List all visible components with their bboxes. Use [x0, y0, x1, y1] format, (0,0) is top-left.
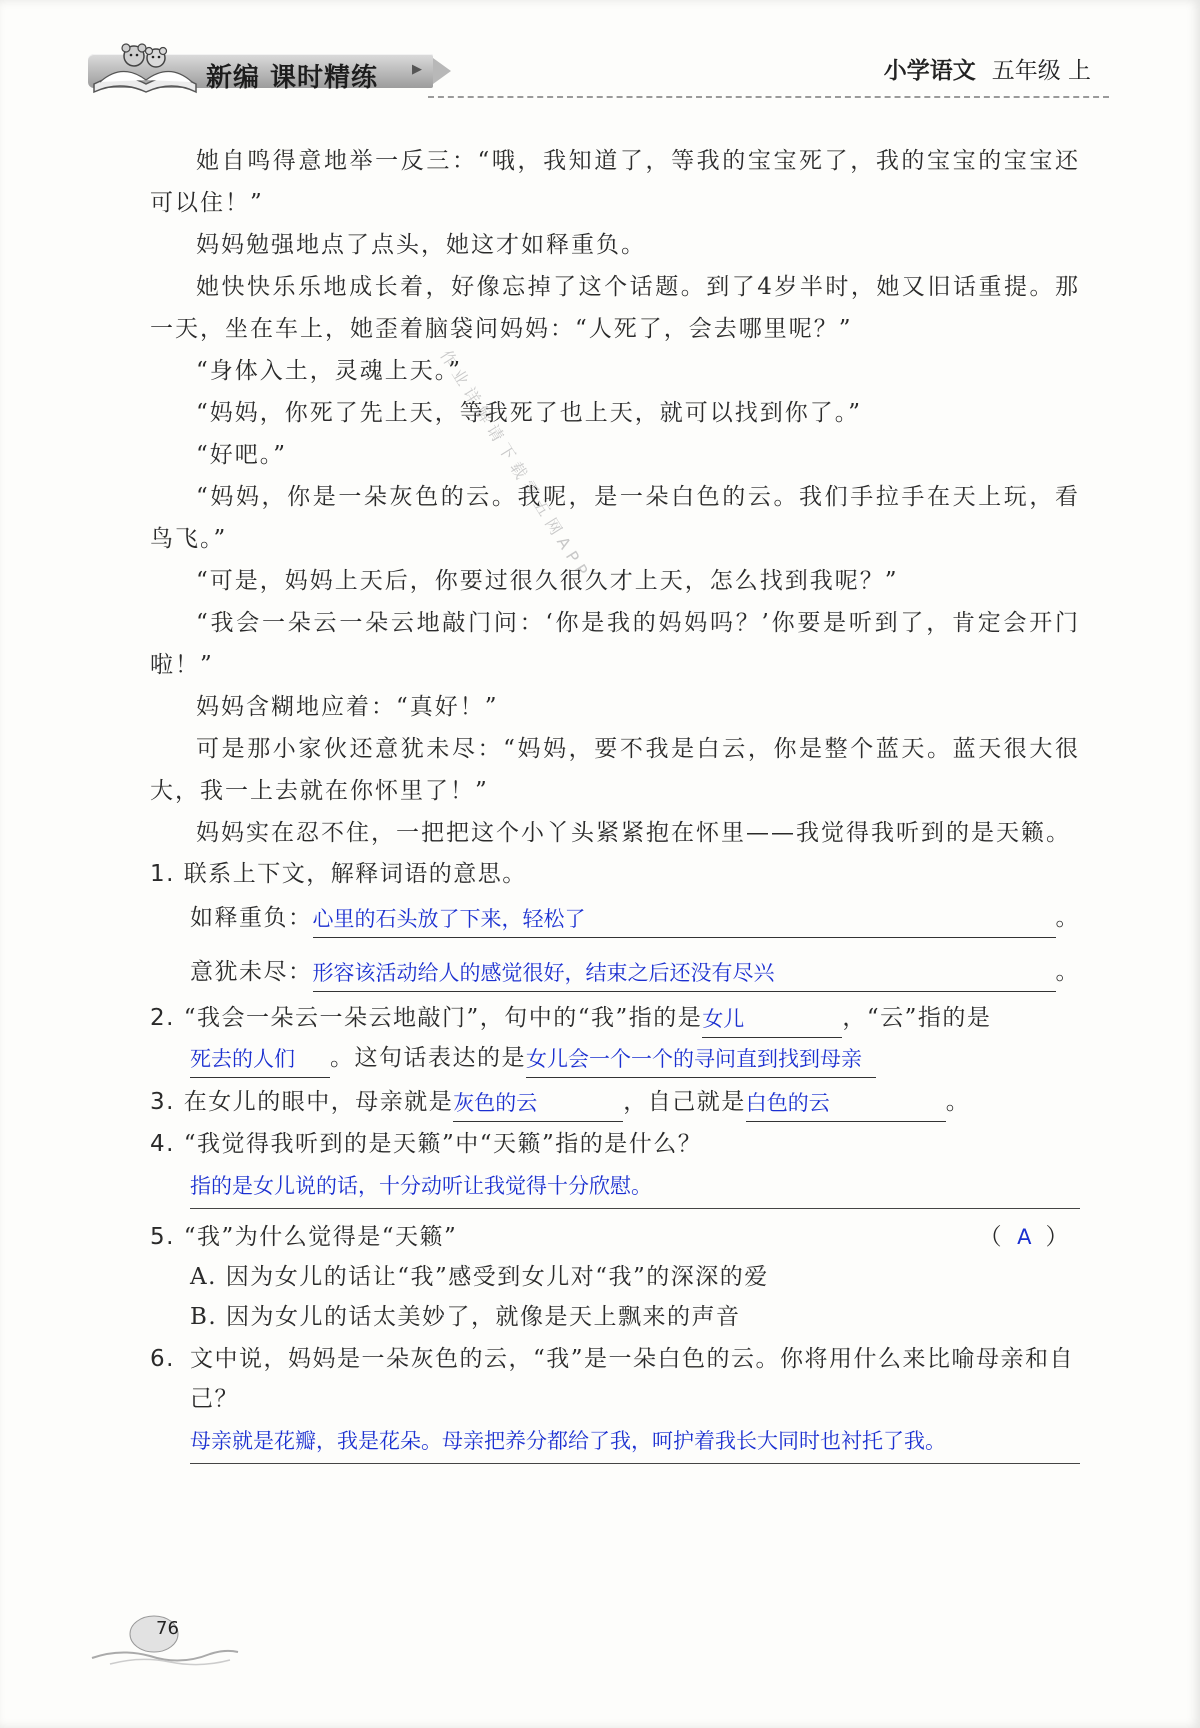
period: 。 — [1055, 959, 1080, 985]
q1-answer2: 形容该活动给人的感觉很好，结束之后还没有尽兴 — [312, 961, 775, 985]
passage-paragraph: 妈妈含糊地应着：“真好！” — [196, 694, 499, 720]
passage-paragraph: 可是那小家伙还意犹未尽：“妈妈，要不我是白云，你是整个蓝天。蓝天很大很大，我一上去就在你怀里了！” — [150, 736, 1080, 804]
q2-answer2-field[interactable] — [190, 1041, 330, 1078]
q5-answer: A — [1017, 1225, 1032, 1249]
question-3 — [150, 1082, 1080, 1122]
question-6 — [150, 1339, 1080, 1419]
q1-term-row — [150, 952, 1080, 992]
q1-answer1: 心里的石头放了下来，轻松了 — [312, 907, 586, 931]
question-number: 1. — [150, 861, 175, 887]
question-number: 4. — [150, 1131, 175, 1157]
q4-answer-field[interactable] — [190, 1164, 1080, 1209]
passage-paragraph: 妈妈勉强地点了点头，她这才如释重负。 — [196, 232, 646, 258]
q6-answer: 母亲就是花瓣，我是花朵。母亲把养分都给了我，呵护着我长大同时也衬托了我。 — [190, 1429, 946, 1453]
passage-paragraph: “身体入土，灵魂上天。” — [196, 358, 463, 384]
question-text: ，自己就是 — [623, 1089, 746, 1115]
question-number: 5. — [150, 1224, 175, 1250]
q1-term2: 意犹未尽： — [190, 959, 313, 985]
subject-label: 小学语文 — [883, 58, 976, 84]
grade-label: 五年级 上 — [991, 58, 1091, 84]
passage-paragraph: 她自鸣得意地举一反三：“哦，我知道了，等我的宝宝死了，我的宝宝的宝宝还可以住！” — [150, 148, 1080, 216]
page-header — [88, 40, 1103, 100]
question-number: 3. — [150, 1089, 175, 1115]
question-text: 。这句话表达的是 — [330, 1045, 526, 1071]
q2-row2 — [150, 1038, 1080, 1078]
subject-grade-label — [884, 52, 1091, 85]
q6-answer-field[interactable] — [190, 1419, 1080, 1464]
question-4 — [150, 1124, 1080, 1164]
q5-option-a[interactable]: A. 因为女儿的话让“我”感受到女儿对“我”的深深的爱 — [190, 1264, 769, 1290]
question-text: ，“云”指的是 — [842, 1005, 992, 1031]
passage-paragraph: “好吧。” — [196, 442, 288, 468]
question-number: 2. — [150, 1005, 175, 1031]
passage-paragraph: “我会一朵云一朵云地敲门问：‘你是我的妈妈吗？’你要是听到了，肯定会开门啦！” — [150, 610, 1080, 678]
q2-answer1: 女儿 — [702, 1007, 745, 1031]
question-text: “我”为什么觉得是“天籁” — [183, 1224, 458, 1250]
q2-answer3-field[interactable] — [526, 1041, 876, 1078]
passage-paragraph: “妈妈，你是一朵灰色的云。我呢，是一朵白色的云。我们手拉手在天上玩，看鸟飞。” — [150, 484, 1080, 552]
q3-answer1-field[interactable] — [453, 1085, 623, 1122]
passage-paragraph: 妈妈实在忍不住，一把把这个小丫头紧紧抱在怀里——我觉得我听到的是天籁。 — [196, 820, 1071, 846]
book-bears-icon — [90, 40, 200, 96]
passage-paragraph: “可是，妈妈上天后，你要过很久很久才上天，怎么找到我呢？” — [196, 568, 899, 594]
period: 。 — [1055, 905, 1080, 931]
paren: ） — [1045, 1224, 1070, 1250]
q5-answer-field[interactable] — [979, 1217, 1070, 1257]
question-5 — [150, 1217, 1080, 1257]
series-logo-text: 新编 课时精练 — [206, 63, 379, 93]
question-text: “我觉得我听到的是天籁”中“天籁”指的是什么？ — [183, 1131, 703, 1157]
wave-decoration — [90, 1640, 240, 1670]
reading-passage — [150, 140, 1080, 1464]
question-2 — [150, 998, 1080, 1038]
q2-answer2: 死去的人们 — [190, 1047, 295, 1071]
q3-answer2: 白色的云 — [745, 1091, 830, 1115]
watermark: 作业详解请下载零五网APP — [436, 346, 595, 585]
question-text: 在女儿的眼中，母亲就是 — [183, 1089, 454, 1115]
period: 。 — [945, 1089, 971, 1115]
page-number: 76 — [156, 1618, 179, 1639]
q1-term1: 如释重负： — [190, 905, 313, 931]
question-number: 6. — [150, 1346, 175, 1372]
question-text: “我会一朵云一朵云地敲门”，句中的“我”指的是 — [183, 1005, 703, 1031]
q1-term-row — [150, 898, 1080, 938]
passage-paragraph: 她快快乐乐地成长着，好像忘掉了这个话题。到了4岁半时，她又旧话重提。那一天，坐在车上，她歪着脑袋问妈妈：“人死了，会去哪里呢？” — [150, 274, 1080, 342]
question-text: 联系上下文，解释词语的意思。 — [183, 861, 527, 887]
arrow-icon: ▶ — [412, 62, 422, 77]
paren: （ — [978, 1224, 1004, 1250]
question-text: 文中说，妈妈是一朵灰色的云，“我”是一朵白色的云。你将用什么来比喻母亲和自己？ — [190, 1346, 1075, 1412]
pencil-tip-icon — [433, 58, 451, 84]
header-dashed-line — [428, 96, 1109, 98]
q2-answer3: 女儿会一个一个的寻问直到找到母亲 — [526, 1047, 862, 1071]
question-1 — [150, 854, 1080, 894]
q5-option-b[interactable]: B. 因为女儿的话太美妙了，就像是天上飘来的声音 — [190, 1304, 741, 1330]
q3-answer1: 灰色的云 — [453, 1091, 538, 1115]
q1-answer2-field[interactable] — [313, 955, 1056, 992]
q1-answer1-field[interactable] — [313, 901, 1056, 938]
passage-paragraph: “妈妈，你死了先上天，等我死了也上天，就可以找到你了。” — [196, 400, 863, 426]
q3-answer2-field[interactable] — [746, 1085, 946, 1122]
q4-answer: 指的是女儿说的话，十分动听让我觉得十分欣慰。 — [190, 1174, 652, 1198]
q2-answer1-field[interactable] — [702, 1001, 842, 1038]
